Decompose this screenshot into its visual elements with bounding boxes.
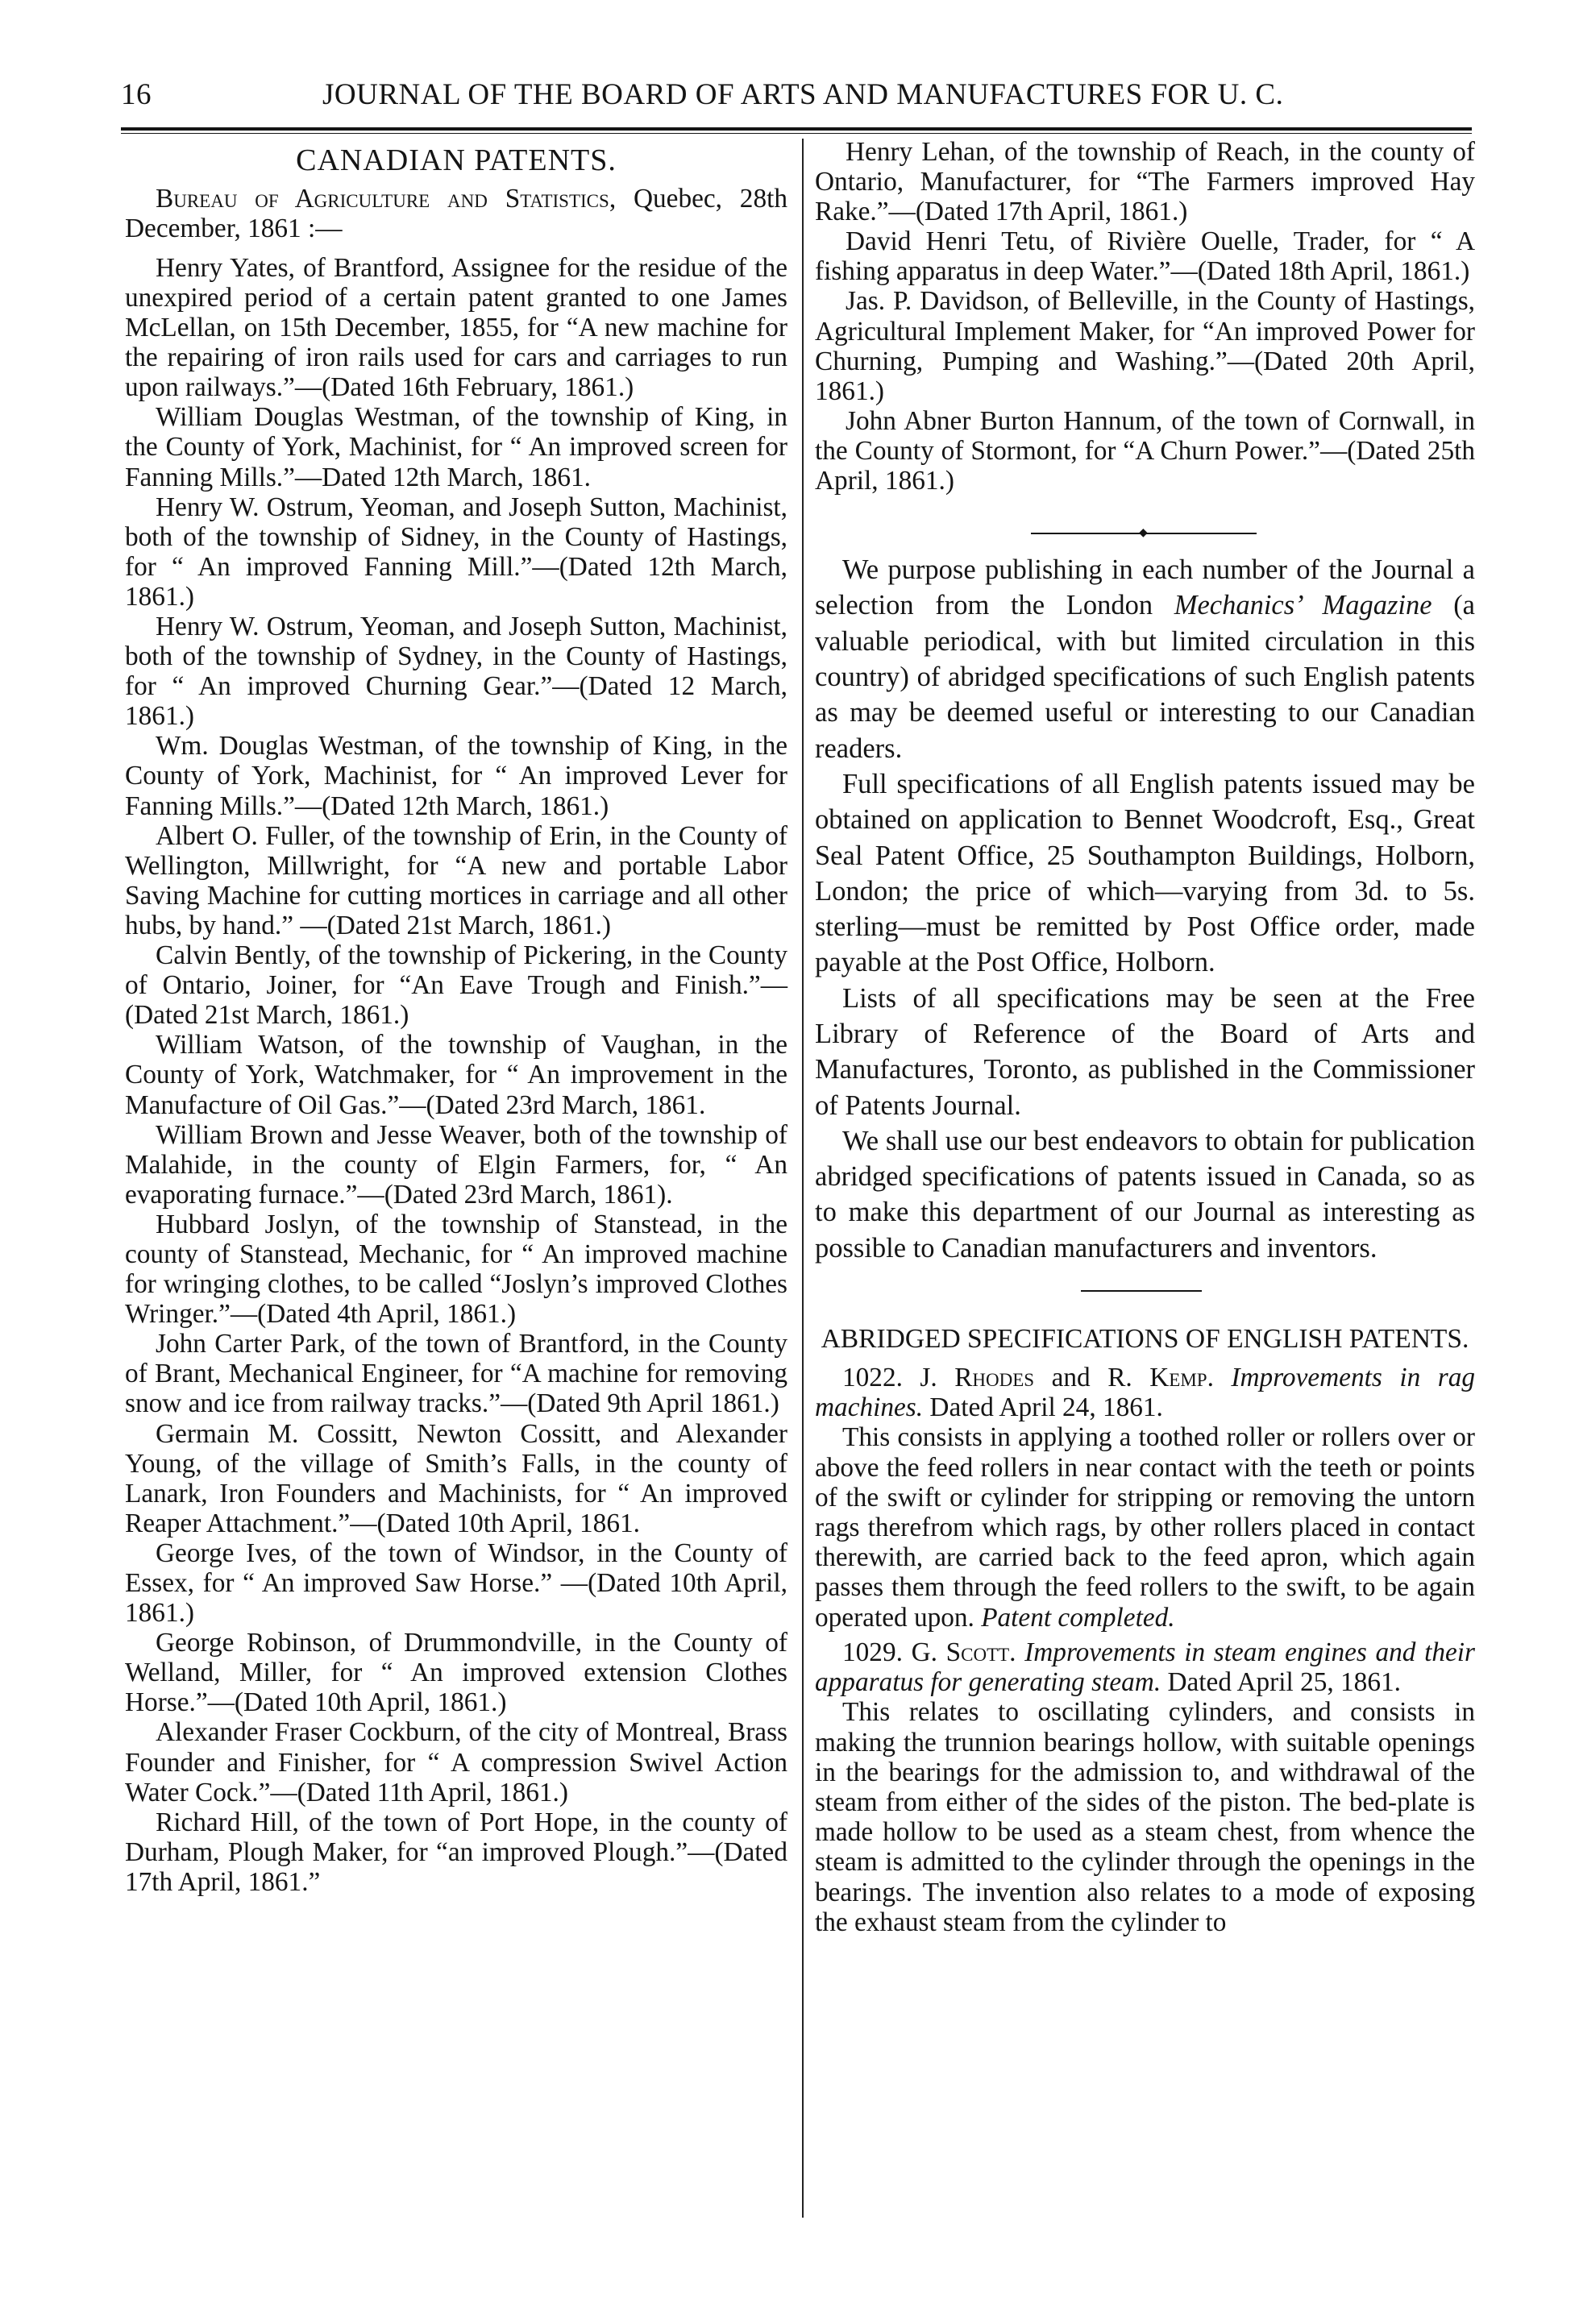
specification-body — [815, 1422, 1475, 1632]
patent-entry: Albert O. Fuller, of the township of Erin, in the County of Wellington, Millwright, for “A new and portable Labor Saving Machine for cutting mortices in carriage and all other hubs, by hand.” —(Dated 21st March, 1861.) — [125, 820, 787, 940]
patentee-name: Kemp. — [1149, 1363, 1214, 1393]
patent-entry: Jas. P. Davidson, of Belleville, in the County of Hastings, Agricultural Implement Maker, for “An improved Power for Churning, Pumping and Washing.”—(Dated 20th April, 1861.) — [815, 286, 1475, 406]
header-rule-thin — [121, 133, 1472, 134]
specification-heading — [815, 1637, 1475, 1697]
rule-line — [1081, 1290, 1202, 1292]
specifications-title: ABRIDGED SPECIFICATIONS OF ENGLISH PATENTS. — [821, 1324, 1469, 1355]
spec-title: Improvements in steam engines and their apparatus for generating steam. — [815, 1637, 1475, 1698]
patent-entry: John Abner Burton Hannum, of the town of Cornwall, in the County of Stormont, for “A Churn Power.”—(Dated 25th April, 1861.) — [815, 405, 1475, 496]
column-divider — [802, 139, 804, 2218]
dateline-office: Bureau of Agriculture and Statistics, — [156, 183, 617, 214]
patent-entry: Henry W. Ostrum, Yeoman, and Joseph Sutton, Machinist, both of the township of Sydney, in the County of Hastings, for “ An improved Churning Gear.”—(Dated 12 March, 1861.) — [125, 612, 787, 732]
editorial-paragraph — [815, 552, 1475, 766]
patent-entry: Richard Hill, of the town of Port Hope, in the county of Durham, Plough Maker, for “an improved Plough.”—(Dated 17th April, 1861.” — [125, 1807, 787, 1897]
left-column — [125, 137, 787, 1897]
patent-entry: Calvin Bently, of the township of Pickering, in the County of Ontario, Joiner, for “An Eave Trough and Finish.”—(Dated 21st March, 1861.) — [125, 940, 787, 1031]
short-rule — [815, 1266, 1475, 1324]
patent-entry: Alexander Fraser Cockburn, of the city of Montreal, Brass Founder and Finisher, for “ A compression Swivel Action Water Cock.”—(Dated 11th April, 1861.) — [125, 1717, 787, 1807]
spec-date: Dated April 24, 1861. — [923, 1392, 1163, 1423]
patent-entry: David Henri Tetu, of Rivière Ouelle, Trader, for “ A fishing apparatus in deep Water.”—(Dated 18th April, 1861.) — [815, 226, 1475, 287]
running-head: JOURNAL OF THE BOARD OF ARTS AND MANUFACTURES FOR U. C. — [322, 78, 1284, 111]
diamond-ornament-icon: ◆ — [1139, 527, 1148, 540]
spec-number: 1022. J. — [842, 1363, 955, 1393]
specification-heading — [815, 1363, 1475, 1422]
patent-entry: Hubbard Joslyn, of the township of Stanstead, in the county of Stanstead, Mechanic, for “ An improved machine for wringing clothes, to be called “Joslyn’s improved Clothes Wringer.”—(Dated 4th April, 1861.) — [125, 1209, 787, 1330]
patent-entry: Henry W. Ostrum, Yeoman, and Joseph Sutton, Machinist, both of the township of Sidney, in the County of Hastings, for “ An improved Fanning Mill.”—(Dated 12th March, 1861.) — [125, 492, 787, 612]
spec-date: Dated April 25, 1861. — [1161, 1667, 1401, 1698]
patent-entry: William Brown and Jesse Weaver, both of the township of Malahide, in the county of Elgin Farmers, for, “ An evaporating furnace.”—(Dated 23rd March, 1861). — [125, 1119, 787, 1210]
ornamental-rule — [815, 496, 1475, 552]
spec-connector: and R. — [1034, 1363, 1150, 1393]
patentee-name: Scott. — [945, 1637, 1016, 1667]
specification-body: This relates to oscillating cylinders, and consists in making the trunnion bearings hollow, with suitable openings in the bearings for the admission to, and withdrawal of the steam from either of the sides of the piston. The bed-plate is made hollow to be used as a steam chest, from whence the steam is admitted to the cylinder through the openings in the bearings. The invention also relates to a mode of exposing the exhaust steam from the cylinder to — [815, 1697, 1475, 1937]
editorial-text: (a valuable periodical, with but limited circulation in this country) of abridged specifications of such English patents as may be deemed useful or interesting to our Canadian readers. — [815, 590, 1475, 764]
editorial-paragraph: We shall use our best endeavors to obtain for publication abridged specifications of patents issued in Canada, so as to make this department of our Journal as interesting as possible to Canadian manufacturers and inventors. — [815, 1125, 1475, 1264]
dateline — [125, 184, 787, 243]
editorial-text: We purpose publishing in each number of the Journal a selection from the London — [815, 554, 1475, 621]
patent-entry: Henry Yates, of Brantford, Assignee for the residue of the unexpired period of a certain patent granted to one James McLellan, on 15th December, 1855, for “A new machine for the repairing of iron rails used for cars and carriages to run upon railways.”—(Dated 16th February, 1861.) — [125, 252, 787, 403]
patent-entry: John Carter Park, of the town of Brantford, in the County of Brant, Mechanical Engineer, for “A machine for removing snow and ice from railway tracks.”—(Dated 9th April 1861.) — [125, 1329, 787, 1419]
page-number: 16 — [121, 78, 152, 111]
editorial-paragraph: Full specifications of all English patents issued may be obtained on application to Bennet Woodcroft, Esq., Great Seal Patent Office, 25 Southampton Buildings, Holborn, London; the price of which—varying from 3d. to 5s. sterling—must be remitted by Post Office order, made payable at the Post Office, Holborn. — [815, 768, 1475, 978]
patent-entry: Wm. Douglas Westman, of the township of King, in the County of York, Machinist, for “ An improved Lever for Fanning Mills.”—(Dated 12th March, 1861.) — [125, 731, 787, 821]
right-column — [815, 137, 1475, 1937]
spec-text: This consists in applying a toothed roller or rollers over or above the feed rollers in near contact with the teeth or points of the swift or cylinder for stripping or removing the untorn rags therefrom which rags, by other rollers placed in contact therewith, are carried back to the feed apron, which again passes them through the feed rollers to the swift, to be again operated upon. — [815, 1422, 1475, 1633]
patent-entry: William Watson, of the township of Vaughan, in the County of York, Watchmaker, for “ An improvement in the Manufacture of Oil Gas.”—(Dated 23rd March, 1861. — [125, 1030, 787, 1120]
publication-title: Mechanics’ Magazine — [1174, 590, 1432, 621]
spec-status: Patent completed. — [981, 1602, 1175, 1633]
patent-entry: William Douglas Westman, of the township of King, in the County of York, Machinist, for “ An improved screen for Fanning Mills.”—Dated 12th March, 1861. — [125, 402, 787, 492]
patentee-name: Rhodes — [954, 1363, 1035, 1393]
header-rule — [121, 127, 1472, 131]
patent-entry: Germain M. Cossitt, Newton Cossitt, and Alexander Young, of the village of Smith’s Falls, in the county of Lanark, Iron Founders and Machinists, for “ An improved Reaper Attachment.”—(Dated 10th April, 1861. — [125, 1418, 787, 1538]
page-header — [121, 77, 1475, 118]
section-title: CANADIAN PATENTS. — [296, 143, 617, 177]
spec-title: Improvements in rag machines. — [815, 1363, 1475, 1423]
editorial-paragraph: Lists of all specifications may be seen at the Free Library of Reference of the Board of Arts and Manufactures, Toronto, as published in the Commissioner of Patents Journal. — [815, 982, 1475, 1121]
spec-number: 1029. G. — [842, 1637, 946, 1667]
patent-entry: George Robinson, of Drummondville, in the County of Welland, Miller, for “ An improved extension Clothes Horse.”—(Dated 10th April, 1861.) — [125, 1628, 787, 1718]
dateline-place-date: Quebec, 28th December, 1861 :— — [125, 183, 787, 243]
patent-entry: George Ives, of the town of Windsor, in the County of Essex, for “ An improved Saw Horse.” —(Dated 10th April, 1861.) — [125, 1538, 787, 1629]
patent-entry: Henry Lehan, of the township of Reach, in the county of Ontario, Manufacturer, for “The Farmers improved Hay Rake.”—(Dated 17th April, 1861.) — [815, 137, 1475, 227]
